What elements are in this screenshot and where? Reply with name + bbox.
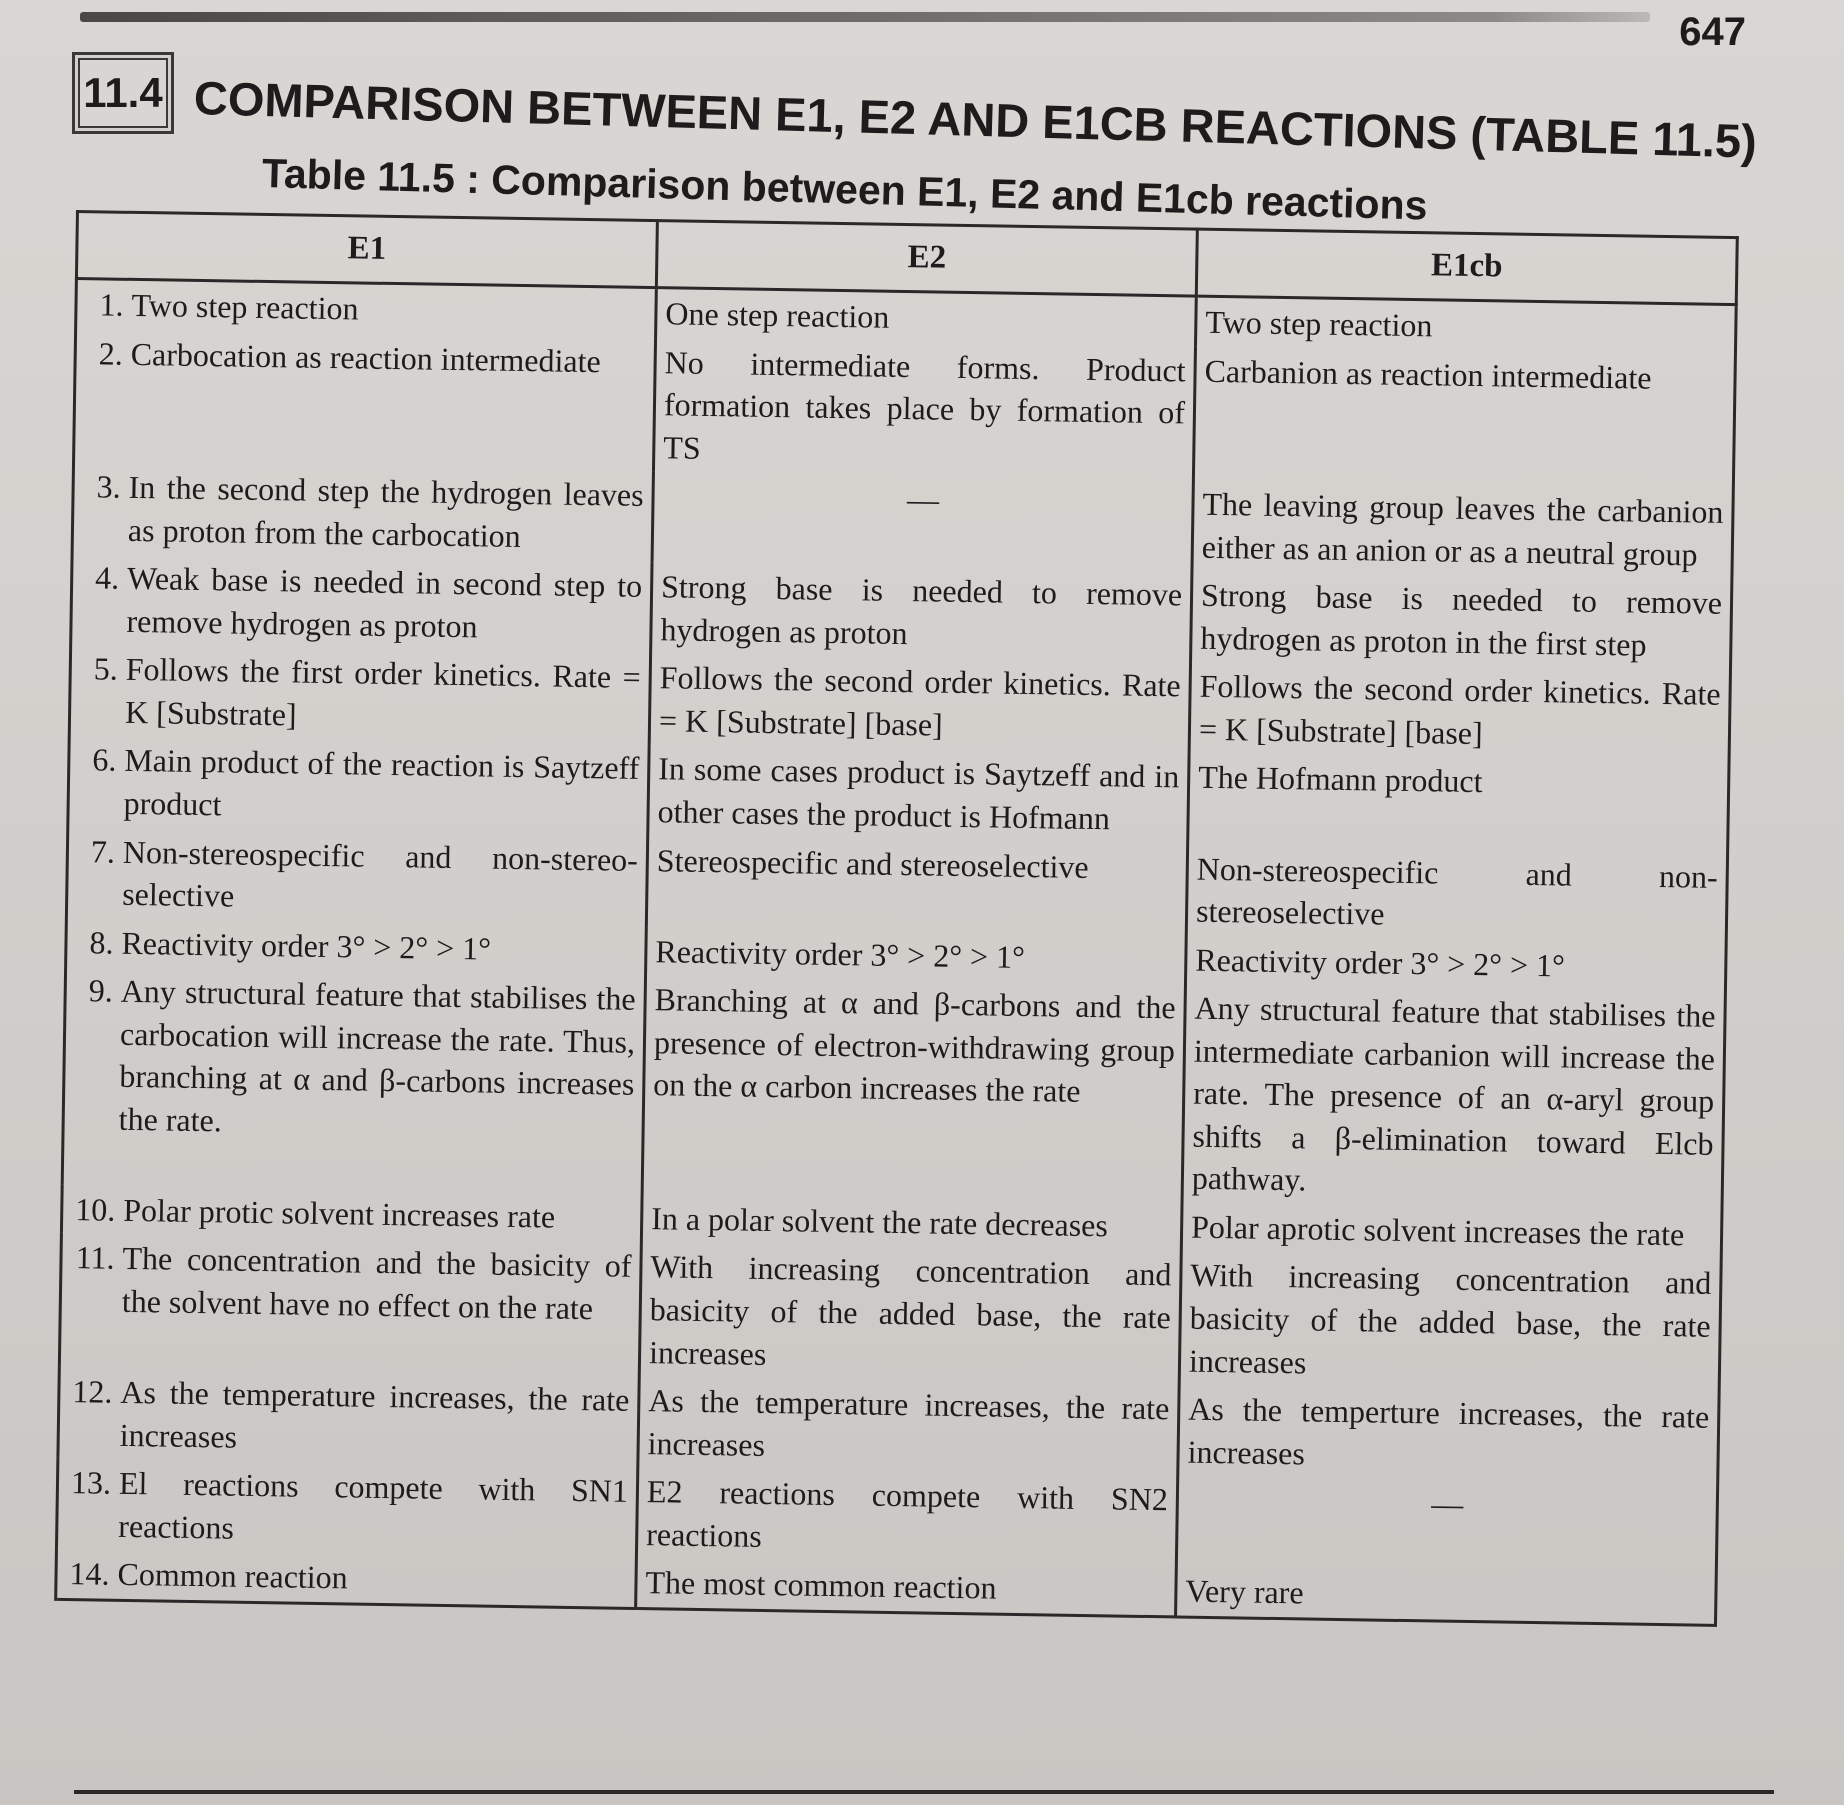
table-row bbox=[59, 1233, 1721, 1393]
e1-text: Follows the first order kinetics. Rate = K [Substrate] bbox=[124, 651, 642, 733]
comparison-table-container bbox=[51, 210, 1735, 1796]
row-number: 11. bbox=[75, 1239, 115, 1277]
cell-e1cb: — bbox=[1176, 1476, 1717, 1576]
cell-e2: — bbox=[652, 471, 1193, 571]
cell-e1 bbox=[69, 644, 650, 744]
table-row bbox=[62, 966, 1725, 1211]
cell-e1cb: The leaving group leaves the carbanion either as an anion or as a neutral group bbox=[1192, 480, 1733, 580]
cell-e1cb: Very rare bbox=[1176, 1567, 1717, 1626]
e1-text: In the second step the hydrogen leaves as proton from the carbocation bbox=[127, 469, 644, 554]
e1-text: As the temperature increases, the rate increases bbox=[119, 1373, 630, 1455]
e1-text: Two step reaction bbox=[131, 286, 359, 327]
comparison-table bbox=[54, 210, 1739, 1627]
cell-e1 bbox=[72, 462, 653, 562]
cell-e1cb: Carbanion as reaction intermediate bbox=[1193, 346, 1735, 488]
section-number: 11.4 bbox=[83, 69, 163, 116]
row-number: 9. bbox=[88, 972, 114, 1009]
cell-e1 bbox=[66, 827, 647, 927]
cell-e1cb: Polar aprotic solvent increases the rate bbox=[1181, 1202, 1722, 1259]
row-number: 6. bbox=[92, 741, 117, 779]
section-number-box bbox=[72, 52, 174, 134]
cell-e2: As the temperature increases, the rate increases bbox=[638, 1376, 1179, 1476]
cell-e2: In some cases product is Saytzeff and in other cases the product is Hofmann bbox=[648, 745, 1189, 845]
e1-text: Common reaction bbox=[117, 1556, 349, 1596]
cell-e2: Follows the second order kinetics. Rate = K [Substrate] [base] bbox=[649, 653, 1190, 753]
row-number: 10. bbox=[75, 1191, 116, 1228]
cell-e1cb: As the temperture increases, the rate increases bbox=[1178, 1385, 1719, 1485]
e1-text: Main product of the reaction is Saytzeff product bbox=[123, 742, 640, 823]
cell-e1 bbox=[76, 279, 657, 338]
e1-text: Carbocation as reaction intermediate bbox=[130, 335, 601, 379]
section-title: COMPARISON BETWEEN E1, E2 AND E1CB REACTIONS (TABLE 11.5) bbox=[193, 71, 1758, 168]
table-caption: Table 11.5 : Comparison between E1, E2 and E1cb reactions bbox=[261, 150, 1429, 229]
row-number: 1. bbox=[99, 286, 124, 323]
cell-e1 bbox=[68, 735, 649, 835]
cell-e1cb: Any structural feature that stabilises the intermediate carbanion will increase the rate. The presence of an α-aryl group shifts a β-elimination toward Elcb pathway. bbox=[1182, 984, 1725, 1211]
top-rule bbox=[80, 12, 1650, 22]
cell-e2: In a polar solvent the rate decreases bbox=[641, 1194, 1182, 1251]
header-e1: E1 bbox=[76, 212, 657, 288]
header-e1cb: E1cb bbox=[1196, 229, 1737, 304]
page-number: 647 bbox=[1679, 10, 1746, 54]
e1-text: El reactions compete with SN1 reactions bbox=[118, 1465, 629, 1546]
cell-e1cb: Non-stereospecific and non-stereoselective bbox=[1186, 844, 1727, 944]
e1-text: Weak base is needed in second step to remove hydrogen as proton bbox=[126, 560, 643, 645]
cell-e1 bbox=[71, 553, 652, 653]
table-body bbox=[56, 279, 1737, 1626]
cell-e1cb: Reactivity order 3° > 2° > 1° bbox=[1185, 935, 1726, 992]
cell-e2: The most common reaction bbox=[636, 1558, 1177, 1617]
cell-e1 bbox=[59, 1233, 641, 1376]
cell-e1 bbox=[56, 1549, 637, 1608]
row-number: 7. bbox=[90, 832, 116, 870]
cell-e2: Reactivity order 3° > 2° > 1° bbox=[646, 927, 1187, 984]
cell-e2: Stereospecific and stereoselective bbox=[646, 836, 1187, 936]
e1-text: Non-stereospecific and non-stereo-selective bbox=[121, 833, 639, 914]
cell-e1cb: With increasing concentration and basicity of the added base, the rate increases bbox=[1179, 1251, 1721, 1393]
e1-text: Any structural feature that stabilises the carbocation will increase the rate. Thus, branching at α and β-carbons increases the rate. bbox=[118, 973, 636, 1139]
row-number: 4. bbox=[94, 559, 120, 597]
cell-e1cb: Two step reaction bbox=[1195, 296, 1736, 355]
cell-e2: No intermediate forms. Product formation takes place by formation of TS bbox=[653, 338, 1195, 480]
header-e2: E2 bbox=[656, 221, 1197, 296]
cell-e1cb: The Hofmann product bbox=[1188, 753, 1729, 853]
row-number: 13. bbox=[70, 1464, 112, 1501]
row-number: 8. bbox=[89, 923, 114, 961]
bottom-rule bbox=[74, 1790, 1774, 1794]
cell-e2: Branching at α and β-carbons and the presence of electron-withdrawing group on the α carbon increases the rate bbox=[642, 975, 1185, 1202]
cell-e1cb: Strong base is needed to remove hydrogen as proton in the first step bbox=[1191, 571, 1732, 671]
row-number: 3. bbox=[96, 468, 121, 505]
cell-e1 bbox=[58, 1367, 639, 1467]
cell-e2: Strong base is needed to remove hydrogen as proton bbox=[651, 562, 1192, 662]
e1-text: Polar protic solvent increases rate bbox=[123, 1191, 556, 1235]
cell-e1 bbox=[62, 966, 645, 1194]
cell-e1 bbox=[56, 1458, 637, 1558]
row-number: 2. bbox=[98, 334, 124, 372]
cell-e1 bbox=[74, 329, 656, 472]
table-row bbox=[74, 329, 1736, 489]
cell-e1cb: Follows the second order kinetics. Rate = K [Substrate] [base] bbox=[1189, 662, 1730, 762]
row-number: 14. bbox=[69, 1555, 110, 1593]
row-number: 5. bbox=[93, 650, 119, 688]
cell-e2: One step reaction bbox=[656, 288, 1197, 347]
e1-text: The concentration and the basicity of the solvent have no effect on the rate bbox=[121, 1240, 632, 1327]
e1-text: Reactivity order 3° > 2° > 1° bbox=[121, 924, 492, 967]
cell-e2: With increasing concentration and basicity of the added base, the rate increases bbox=[639, 1242, 1181, 1384]
cell-e2: E2 reactions compete with SN2 reactions bbox=[636, 1467, 1177, 1567]
row-number: 12. bbox=[72, 1373, 113, 1410]
